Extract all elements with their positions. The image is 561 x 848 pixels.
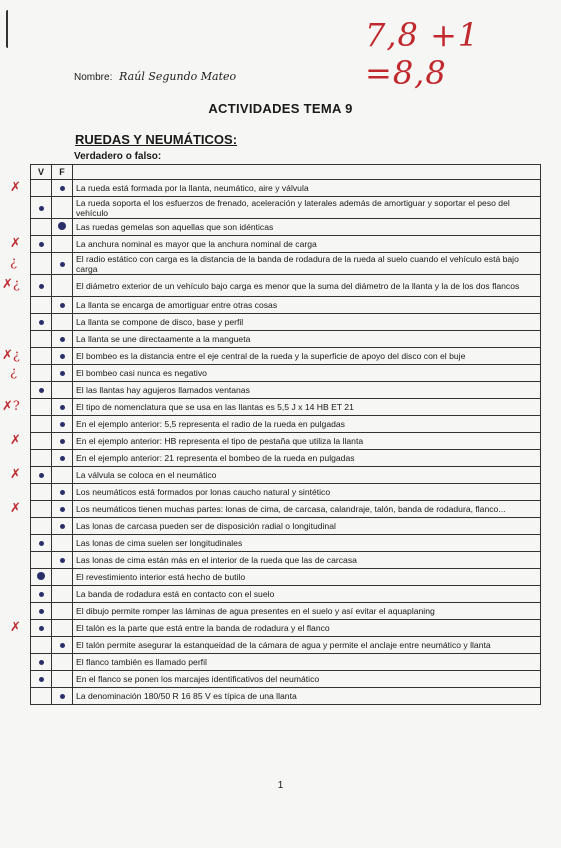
statement-text: El dibujo permite romper las láminas de agua presentes en el suelo y así evitar el aquaplaning (73, 603, 541, 620)
margin-correction-mark: ✗ (10, 500, 21, 516)
statement-text: Los neumáticos está formados por lonas caucho natural y sintético (73, 484, 541, 501)
table-row (31, 535, 541, 552)
statement-text: El talón permite asegurar la estanqueidad de la cámara de agua y permite el anclaje entre neumático y llanta (73, 637, 541, 654)
answer-mark-icon (39, 592, 44, 597)
margin-correction-mark: ✗ (10, 235, 21, 251)
margin-correction-mark: ✗ (10, 619, 21, 635)
answer-mark-icon (60, 186, 65, 191)
false-cell[interactable] (52, 219, 73, 236)
answer-mark-icon (60, 371, 65, 376)
table-row (31, 603, 541, 620)
column-true-header: V (31, 165, 52, 180)
statement-text: Los neumáticos tienen muchas partes: lonas de cima, de carcasa, calandraje, talón, banda de rodadura, flanco... (73, 501, 541, 518)
margin-correction-mark: ✗ (10, 432, 21, 448)
table-row (31, 552, 541, 569)
true-cell[interactable] (31, 275, 52, 297)
table-row (31, 348, 541, 365)
true-cell[interactable] (31, 297, 52, 314)
true-cell[interactable] (31, 603, 52, 620)
statement-text: En el flanco se ponen los marcajes identificativos del neumático (73, 671, 541, 688)
true-cell[interactable] (31, 433, 52, 450)
statement-text: En el ejemplo anterior: HB representa el tipo de pestaña que utiliza la llanta (73, 433, 541, 450)
false-cell[interactable] (52, 197, 73, 219)
table-row (31, 297, 541, 314)
margin-correction-mark: ✗¿ (2, 347, 20, 363)
answer-mark-icon (60, 405, 65, 410)
statement-text: El bombeo casi nunca es negativo (73, 365, 541, 382)
false-cell[interactable] (52, 450, 73, 467)
false-cell[interactable] (52, 467, 73, 484)
answer-mark-icon (39, 388, 44, 393)
grade-score: 7,8 +1 =8,8 (365, 16, 480, 92)
column-false-header: F (52, 165, 73, 180)
page-title: ACTIVIDADES TEMA 9 (208, 101, 353, 116)
statement-text: Las ruedas gemelas son aquellas que son idénticas (73, 219, 541, 236)
statement-text: El bombeo es la distancia entre el eje central de la rueda y la superficie de apoyo del disco con el buje (73, 348, 541, 365)
table-row (31, 654, 541, 671)
true-cell[interactable] (31, 620, 52, 637)
table-row (31, 416, 541, 433)
answer-mark-icon (60, 456, 65, 461)
section-heading: RUEDAS Y NEUMÁTICOS: (75, 132, 238, 147)
false-cell[interactable] (52, 518, 73, 535)
statement-text: La rueda está formada por la llanta, neumático, aire y válvula (73, 180, 541, 197)
answer-mark-icon (39, 320, 44, 325)
table-row (31, 637, 541, 654)
answer-mark-icon (60, 490, 65, 495)
true-cell[interactable] (31, 399, 52, 416)
margin-correction-mark: ✗ (10, 179, 21, 195)
table-header-row (31, 165, 541, 180)
answer-mark-icon (60, 694, 65, 699)
table-row (31, 450, 541, 467)
answer-mark-icon (39, 626, 44, 631)
answer-mark-icon (39, 660, 44, 665)
answer-mark-icon (60, 643, 65, 648)
answer-mark-icon (60, 354, 65, 359)
true-cell[interactable] (31, 654, 52, 671)
true-cell[interactable] (31, 416, 52, 433)
true-cell[interactable] (31, 569, 52, 586)
true-cell[interactable] (31, 671, 52, 688)
false-cell[interactable] (52, 180, 73, 197)
table-row (31, 365, 541, 382)
statement-text: La llanta se une directaamente a la mangueta (73, 331, 541, 348)
answer-mark-icon (60, 524, 65, 529)
table-row (31, 219, 541, 236)
statement-text: El flanco también es llamado perfil (73, 654, 541, 671)
table-row (31, 275, 541, 297)
statement-text: El tipo de nomenclatura que se usa en las llantas es 5,5 J x 14 HB ET 21 (73, 399, 541, 416)
false-cell[interactable] (52, 688, 73, 705)
true-cell[interactable] (31, 219, 52, 236)
true-cell[interactable] (31, 501, 52, 518)
false-cell[interactable] (52, 314, 73, 331)
table-row (31, 620, 541, 637)
table-row (31, 314, 541, 331)
table-row (31, 197, 541, 219)
true-cell[interactable] (31, 253, 52, 275)
true-cell[interactable] (31, 348, 52, 365)
answer-mark-icon (60, 337, 65, 342)
table-row (31, 331, 541, 348)
table-row (31, 253, 541, 275)
table-row (31, 586, 541, 603)
false-cell[interactable] (52, 484, 73, 501)
page-fold-mark (6, 10, 11, 48)
table-row (31, 501, 541, 518)
table-row (31, 433, 541, 450)
statement-text: La rueda soporta el los esfuerzos de frenado, aceleración y laterales además de amortiguar y soportar el peso del vehículo (73, 197, 541, 219)
false-cell[interactable] (52, 671, 73, 688)
false-cell[interactable] (52, 382, 73, 399)
statement-text: El talón es la parte que está entre la banda de rodadura y el flanco (73, 620, 541, 637)
false-cell[interactable] (52, 637, 73, 654)
table-row (31, 180, 541, 197)
statement-text: Las lonas de cima están más en el interior de la rueda que las de carcasa (73, 552, 541, 569)
margin-correction-mark: ¿ (10, 255, 17, 270)
table-row (31, 236, 541, 253)
false-cell[interactable] (52, 552, 73, 569)
answer-mark-icon (60, 439, 65, 444)
margin-correction-mark: ✗ (10, 466, 21, 482)
false-cell[interactable] (52, 603, 73, 620)
statement-text: El las llantas hay agujeros llamados ventanas (73, 382, 541, 399)
table-row (31, 671, 541, 688)
false-cell[interactable] (52, 620, 73, 637)
statement-text: El diámetro exterior de un vehículo bajo carga es menor que la suma del diámetro de la llanta y la de los dos flancos (73, 275, 541, 297)
answer-mark-icon (39, 677, 44, 682)
margin-correction-mark: ✗? (2, 398, 20, 414)
false-cell[interactable] (52, 331, 73, 348)
true-cell[interactable] (31, 450, 52, 467)
column-statement-header (73, 165, 541, 180)
true-cell[interactable] (31, 484, 52, 501)
true-cell[interactable] (31, 314, 52, 331)
statement-text: El radio estático con carga es la distancia de la banda de rodadura de la rueda al suelo cuando el vehículo está bajo carga (73, 253, 541, 275)
true-cell[interactable] (31, 518, 52, 535)
true-cell[interactable] (31, 236, 52, 253)
false-cell[interactable] (52, 416, 73, 433)
true-cell[interactable] (31, 180, 52, 197)
true-false-table (30, 164, 541, 705)
table-row (31, 399, 541, 416)
true-cell[interactable] (31, 552, 52, 569)
statement-text: En el ejemplo anterior: 5,5 representa el radio de la rueda en pulgadas (73, 416, 541, 433)
false-cell[interactable] (52, 253, 73, 275)
false-cell[interactable] (52, 654, 73, 671)
table-row (31, 467, 541, 484)
table-row (31, 382, 541, 399)
page-number: 1 (277, 780, 284, 791)
answer-mark-icon (39, 284, 44, 289)
statement-text: La llanta se compone de disco, base y perfil (73, 314, 541, 331)
false-cell[interactable] (52, 399, 73, 416)
statement-text: En el ejemplo anterior: 21 representa el bombeo de la rueda en pulgadas (73, 450, 541, 467)
answer-mark-icon (60, 262, 65, 267)
statement-text: Las lonas de cima suelen ser longitudinales (73, 535, 541, 552)
true-cell[interactable] (31, 467, 52, 484)
false-cell[interactable] (52, 365, 73, 382)
statement-text: La anchura nominal es mayor que la anchura nominal de carga (73, 236, 541, 253)
margin-correction-mark: ✗¿ (2, 277, 20, 292)
answer-mark-icon (60, 558, 65, 563)
false-cell[interactable] (52, 236, 73, 253)
statement-text: La válvula se coloca en el neumático (73, 467, 541, 484)
statement-text: La denominación 180/50 R 16 85 V es típica de una llanta (73, 688, 541, 705)
false-cell[interactable] (52, 433, 73, 450)
false-cell[interactable] (52, 586, 73, 603)
statement-text: La banda de rodadura está en contacto con el suelo (73, 586, 541, 603)
table-row (31, 569, 541, 586)
false-cell[interactable] (52, 297, 73, 314)
true-cell[interactable] (31, 365, 52, 382)
false-cell[interactable] (52, 501, 73, 518)
student-name: Raúl Segundo Mateo (119, 70, 237, 83)
statement-text: El revestimiento interior está hecho de butilo (73, 569, 541, 586)
table-row (31, 688, 541, 705)
answer-mark-icon (39, 242, 44, 247)
statement-text: La llanta se encarga de amortiguar entre otras cosas (73, 297, 541, 314)
false-cell[interactable] (52, 535, 73, 552)
true-cell[interactable] (31, 382, 52, 399)
name-label: Nombre: (74, 72, 113, 83)
table-row (31, 484, 541, 501)
true-cell[interactable] (31, 688, 52, 705)
true-cell[interactable] (31, 535, 52, 552)
false-cell[interactable] (52, 275, 73, 297)
false-cell[interactable] (52, 348, 73, 365)
answer-mark-icon (60, 422, 65, 427)
true-cell[interactable] (31, 331, 52, 348)
name-line (74, 70, 236, 83)
true-cell[interactable] (31, 637, 52, 654)
answer-mark-icon (39, 206, 44, 211)
margin-correction-mark: ¿ (10, 364, 17, 380)
answer-mark-icon (39, 473, 44, 478)
answer-mark-icon (58, 222, 66, 230)
table-body (31, 180, 541, 705)
answer-mark-icon (60, 507, 65, 512)
false-cell[interactable] (52, 569, 73, 586)
answer-mark-icon (39, 609, 44, 614)
statement-text: Las lonas de carcasa pueden ser de disposición radial o longitudinal (73, 518, 541, 535)
table-row (31, 518, 541, 535)
exercise-instruction: Verdadero o falso: (74, 151, 162, 162)
answer-mark-icon (60, 303, 65, 308)
true-cell[interactable] (31, 197, 52, 219)
answer-mark-icon (37, 572, 45, 580)
true-cell[interactable] (31, 586, 52, 603)
answer-mark-icon (39, 541, 44, 546)
